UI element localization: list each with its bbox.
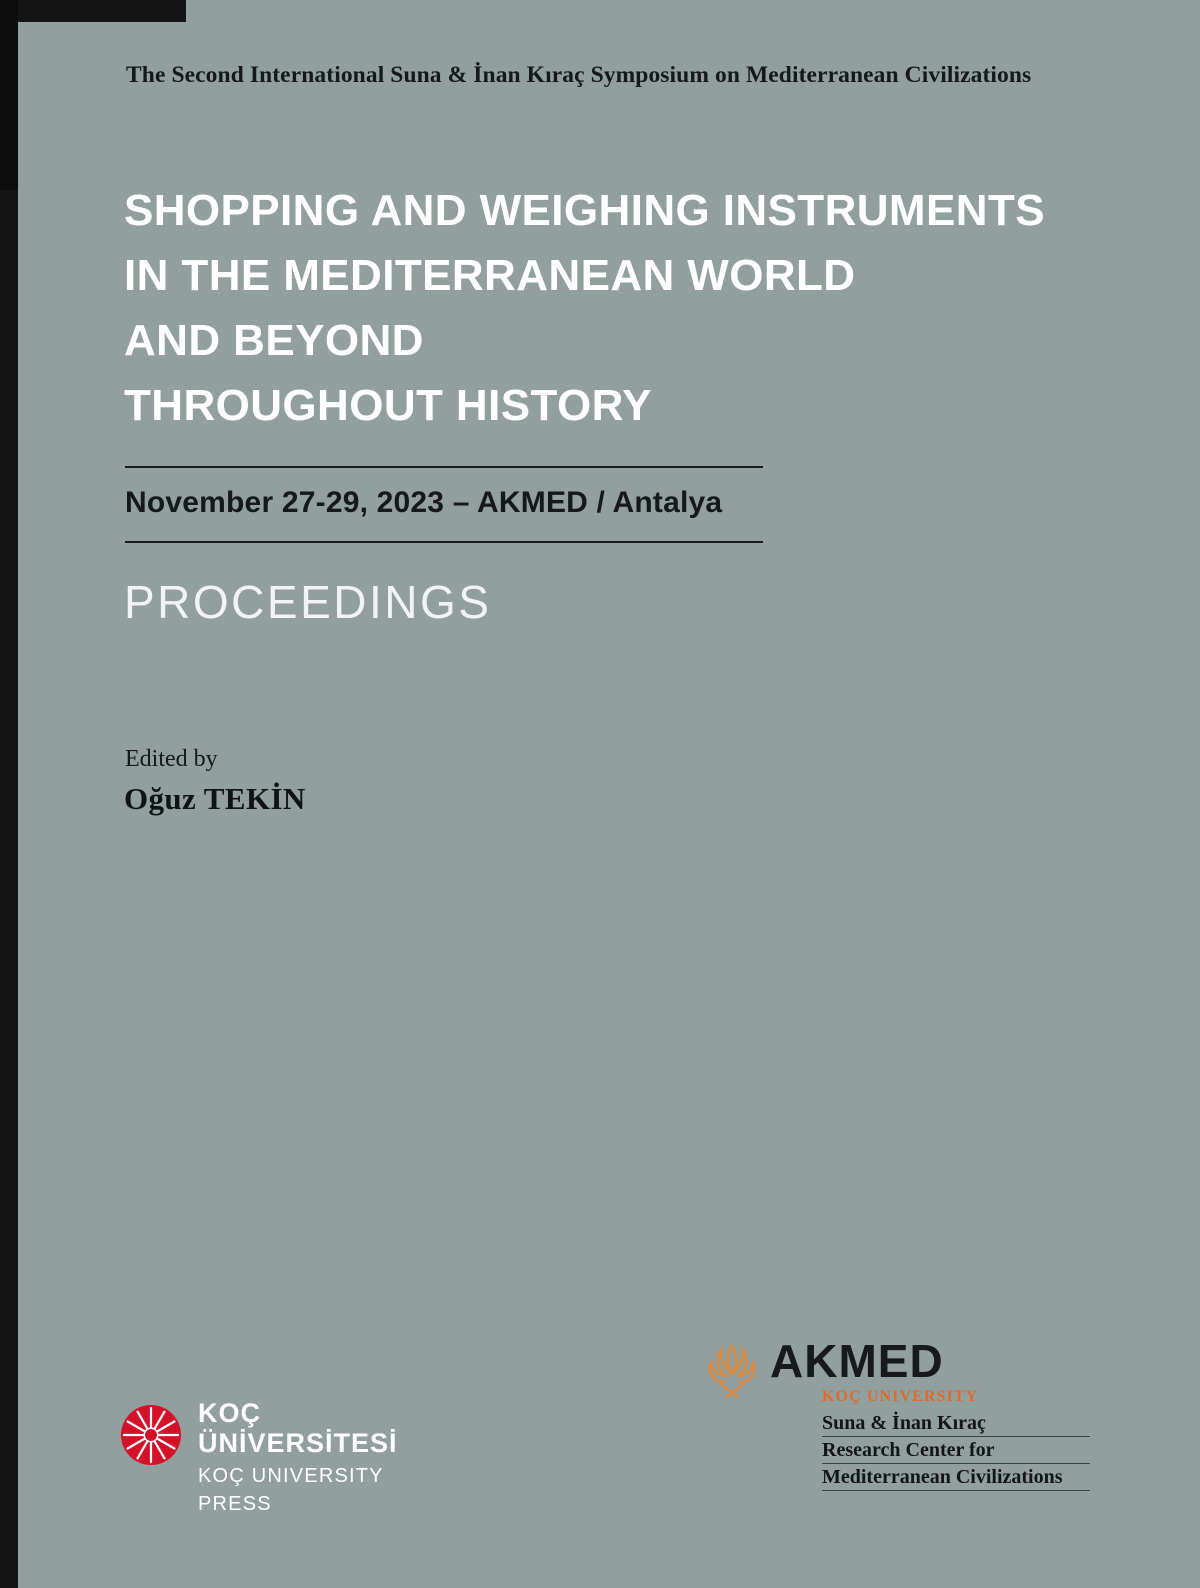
publication-type-label: PROCEEDINGS [124,576,492,628]
universitesi-line: ÜNİVERSİTESİ [198,1428,398,1458]
title-line-2: IN THE MEDITERRANEAN WORLD [124,251,856,300]
akmed-rule-1 [822,1436,1090,1437]
date-venue-text: November 27-29, 2023 – AKMED / Antalya [125,486,723,519]
akmed-rule-3 [822,1490,1090,1491]
page-title [124,178,1114,438]
spine-notch [18,0,186,22]
spine-top-block [0,0,18,190]
press-line: KOÇ UNIVERSITY PRESS [198,1465,384,1515]
editor-name: Oğuz TEKİN [124,781,306,816]
akmed-koc-university-label: KOÇ UNIVERSITY [822,1388,979,1405]
edited-by-label: Edited by [125,746,218,772]
koc-university-press-wordmark [198,1398,448,1518]
koc-university-press-logo [120,1398,450,1518]
akmed-wordmark: AKMED [770,1335,944,1387]
akmed-logo [700,1335,1100,1503]
symposium-subtitle: The Second International Suna & İnan Kıraç Symposium on Mediterranean Civilizations [126,62,1032,88]
title-line-1: SHOPPING AND WEIGHING INSTRUMENTS [124,186,1045,235]
akmed-fullname [822,1410,1092,1491]
akmed-name-line-1: Suna & İnan Kıraç [822,1412,986,1434]
koc-seal-icon [120,1404,182,1466]
akmed-palmette-icon [700,1338,764,1400]
spine-strip [0,0,18,1588]
title-line-3: AND BEYOND [124,316,424,365]
title-line-4: THROUGHOUT HISTORY [124,381,652,430]
akmed-name-line-2: Research Center for [822,1439,995,1461]
koc-line: KOÇ [198,1398,261,1428]
akmed-name-line-3: Mediterranean Civilizations [822,1466,1063,1488]
akmed-rule-2 [822,1463,1090,1464]
divider-above-date [125,466,763,468]
divider-below-date [125,541,763,543]
